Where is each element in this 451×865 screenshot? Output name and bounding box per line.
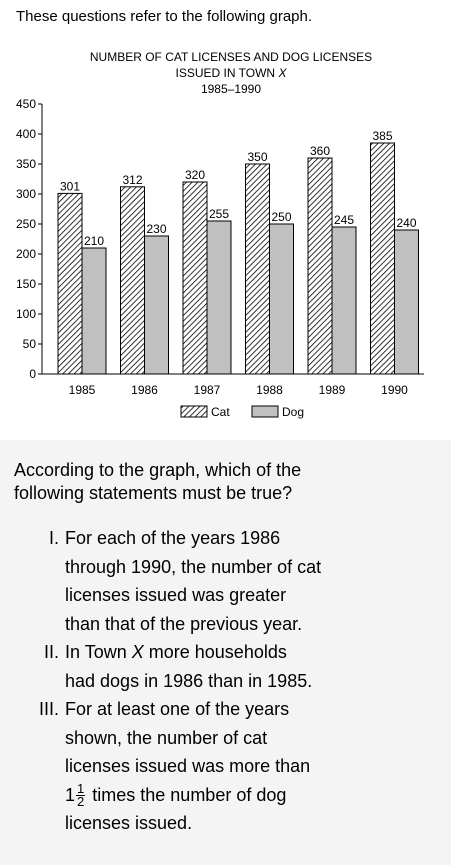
- legend: [181, 405, 304, 419]
- statement-3-line: [65, 781, 445, 810]
- fraction-numerator: 1: [77, 781, 85, 797]
- statement-3-line: For at least one of the years: [65, 699, 290, 719]
- question-stem-line1: According to the graph, which of the: [14, 460, 302, 480]
- data-label-dog: 250: [271, 210, 292, 224]
- x-tick-label: 1986: [131, 383, 158, 397]
- bar-cat-1987: [183, 182, 207, 374]
- fraction-denominator: 2: [77, 794, 85, 810]
- statement-3-line: licenses issued was more than: [65, 756, 311, 776]
- bar-cat-1990: [371, 143, 395, 374]
- mixed-number-whole: 1: [65, 784, 76, 805]
- statement-1-line: than that of the previous year.: [65, 613, 303, 634]
- statement-3-numeral: III.: [38, 699, 59, 719]
- y-tick-label: 450: [15, 97, 36, 111]
- question-stem-line2: following statements must be true?: [14, 483, 293, 503]
- intro-text: These questions refer to the following graph.: [16, 8, 313, 25]
- y-tick-label: 0: [29, 367, 36, 381]
- data-label-dog: 255: [208, 207, 230, 221]
- legend-dog-label: Dog: [282, 405, 305, 419]
- fraction: [76, 783, 85, 808]
- y-tick-label: 200: [15, 247, 36, 261]
- statement-3-line: shown, the number of cat: [65, 727, 268, 748]
- data-label-cat: 320: [184, 168, 206, 182]
- chart-title-line3: 1985–1990: [200, 82, 262, 96]
- statement-2-var: X: [131, 642, 144, 662]
- data-label-dog: 240: [396, 216, 417, 230]
- legend-cat-label: Cat: [211, 405, 230, 419]
- data-label-dog: 210: [83, 234, 105, 248]
- chart-title-line1: NUMBER OF CAT LICENSES AND DOG LICENSES: [89, 50, 373, 64]
- bar-cat-1988: [246, 164, 270, 374]
- plot-area: [16, 97, 424, 397]
- y-tick-label: 150: [15, 277, 36, 291]
- legend-cat-swatch: [181, 406, 207, 417]
- statement-1-line: licenses issued was greater: [65, 585, 287, 605]
- bar-dog-1987: [207, 221, 231, 374]
- x-tick-label: 1985: [68, 383, 96, 397]
- y-tick-label: 100: [15, 307, 36, 321]
- chart-title-line2: [176, 66, 288, 80]
- statement-3-line: licenses issued.: [65, 813, 193, 833]
- data-label-cat: 301: [59, 179, 81, 194]
- y-tick-label: 50: [22, 337, 36, 351]
- x-tick-label: 1990: [381, 383, 408, 397]
- bar-cat-1986: [121, 187, 145, 374]
- bar-cat-1985: [58, 193, 82, 374]
- statement-3-text: times the number of dog: [92, 784, 287, 805]
- data-label-cat: 350: [247, 150, 268, 164]
- chart-title-line2-text: ISSUED IN TOWN: [175, 66, 276, 80]
- chart-title-var: X: [278, 66, 287, 80]
- data-label-dog: 230: [146, 222, 167, 236]
- bar-dog-1985: [82, 248, 106, 374]
- x-tick-label: 1987: [193, 383, 221, 397]
- bar-chart: [0, 40, 451, 430]
- statement-2-text: more households: [148, 642, 287, 662]
- legend-dog-swatch: [252, 406, 278, 417]
- bar-dog-1989: [332, 227, 356, 374]
- data-label-dog: 245: [333, 213, 355, 227]
- y-tick-label: 300: [15, 187, 36, 201]
- y-tick-label: 400: [15, 127, 36, 141]
- statement-1-line: For each of the years 1986: [65, 528, 281, 548]
- statement-2-line: [65, 638, 445, 667]
- x-tick-label: 1988: [256, 383, 283, 397]
- bar-cat-1989: [308, 158, 332, 374]
- statement-1-numeral: I.: [48, 528, 59, 548]
- statement-2-numeral: II.: [43, 642, 59, 662]
- bar-dog-1986: [145, 236, 169, 374]
- statement-2-text: In Town: [65, 642, 127, 662]
- question-stem: [14, 459, 434, 505]
- bar-dog-1990: [395, 230, 419, 374]
- statement-1-line: through 1990, the number of cat: [65, 556, 322, 577]
- data-label-cat: 385: [372, 129, 393, 143]
- x-tick-label: 1989: [318, 383, 346, 397]
- data-label-cat: 312: [122, 172, 143, 187]
- y-tick-label: 250: [15, 217, 36, 231]
- statement-2-line: had dogs in 1986 than in 1985.: [65, 670, 313, 691]
- data-label-cat: 360: [309, 144, 331, 158]
- bar-dog-1988: [270, 224, 294, 374]
- y-tick-label: 350: [15, 157, 36, 171]
